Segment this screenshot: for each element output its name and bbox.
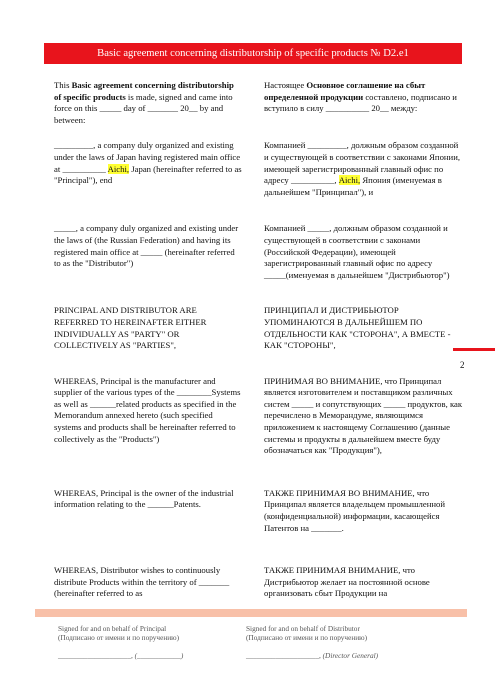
document-title: Basic agreement concerning distributorship of specific products № D2.e1 xyxy=(97,48,409,59)
page-content xyxy=(54,80,464,600)
clause-en: WHEREAS, Distributor wishes to continuously distribute Products within the territory of _______ (hereinafter referred to as xyxy=(54,565,230,599)
clause-en: WHEREAS, Principal is the owner of the industrial information relating to the ______Patents. xyxy=(54,487,234,510)
page-number: 2 xyxy=(460,360,465,370)
clause-row xyxy=(54,80,464,126)
clause-en: This Basic agreement concerning distributorship of specific products is made, signed and came into force on this _____ day of _______ 20__ by and between: xyxy=(54,80,234,125)
clause-row xyxy=(54,140,464,198)
principal-signature-block: Signed for and on behalf of Principal (Подписано от имени и по поручению) xyxy=(58,624,180,642)
document-title-bar xyxy=(44,43,462,64)
clause-row xyxy=(54,223,464,281)
highlighted-text: Aichi, xyxy=(338,175,361,186)
clause-ru: Настоящее Основное соглашение на сбыт определенной продукции составлено, подписано и вступило в силу __________ 20__ между: xyxy=(264,80,457,114)
clause-ru: ТАКЖЕ ПРИНИМАЯ ВО ВНИМАНИЕ, что Принципал является владельцем промышленной (конфиденциальной) информации, касающейся Патентов на _______. xyxy=(264,487,446,533)
footer-bar xyxy=(35,609,467,617)
clause-ru: ТАКЖЕ ПРИНИМАЯ ВНИМАНИЕ, что Дистрибьютор желает на постоянной основе организовать сбыт Продукции на xyxy=(264,565,430,599)
clause-ru: ПРИНИМАЯ ВО ВНИМАНИЕ, что Принципал является изготовителем и поставщиком различных систем _____ и сопутствующих _____ продуктов, как перечислено в Меморандуме, являющимся приложением к настоящему Соглашению (данные системы и продукты в дальнейшем вместе буду обозначаться как "Продукция"), xyxy=(264,375,463,456)
clause-row xyxy=(54,305,464,351)
clause-ru: Компанией _____, должным образом созданной и существующей в соответствии с законами (Российской Федерации), имеющей зарегистрированный главный офис по адресу _____(именуемая в дальнейшем "Дистрибьютор") xyxy=(264,223,450,280)
clause-ru: Компанией _________, должным образом созданной и существующей в соответствии с законами Японии, имеющей зарегистрированный главный офис по адресу __________, Aichi, Япония (именуемая в дальнейшем "Принципал"), и xyxy=(264,140,461,197)
clause-row xyxy=(54,565,464,600)
highlighted-text: Aichi, xyxy=(107,163,130,174)
clause-row xyxy=(54,488,464,534)
clause-ru: ПРИНЦИПАЛ И ДИСТРИБЬЮТОР УПОМИНАЮТСЯ В ДАЛЬНЕЙШЕМ ПО ОТДЕЛЬНОСТИ КАК "СТОРОНА", А ВМЕСТЕ - КАК "СТОРОНЫ", xyxy=(264,305,451,351)
page-marker-line xyxy=(453,348,495,351)
clause-en: _____, a company duly organized and existing under the laws of (the Russian Federation) and having its registered main office at _____ (hereinafter referred to as the "Distributor") xyxy=(54,223,239,269)
principal-signature-line: ____________________, (____________) xyxy=(58,651,184,660)
clause-en: WHEREAS, Principal is the manufacturer and supplier of the various types of the ________Systems as well as ______related products as specified in the Memorandum annexed hereto (such specified systems and products shall be hereinafter referred to collectively as the "Products") xyxy=(54,375,241,444)
distributor-signature-line: ____________________, (Director General) xyxy=(246,651,379,660)
clause-en: PRINCIPAL AND DISTRIBUTOR ARE REFERRED TO HEREINAFTER EITHER INDIVIDUALLY AS "PARTY" OR COLLECTIVELY AS "PARTIES", xyxy=(54,305,207,351)
distributor-signature-block: Signed for and on behalf of Distributor (Подписано от имени и по поручению) xyxy=(246,624,368,642)
clause-en: _________, a company duly organized and existing under the laws of Japan having registered main office at __________ Aichi, Japan (hereinafter referred to as "Principal"), end xyxy=(54,140,242,186)
clause-row xyxy=(54,376,464,457)
